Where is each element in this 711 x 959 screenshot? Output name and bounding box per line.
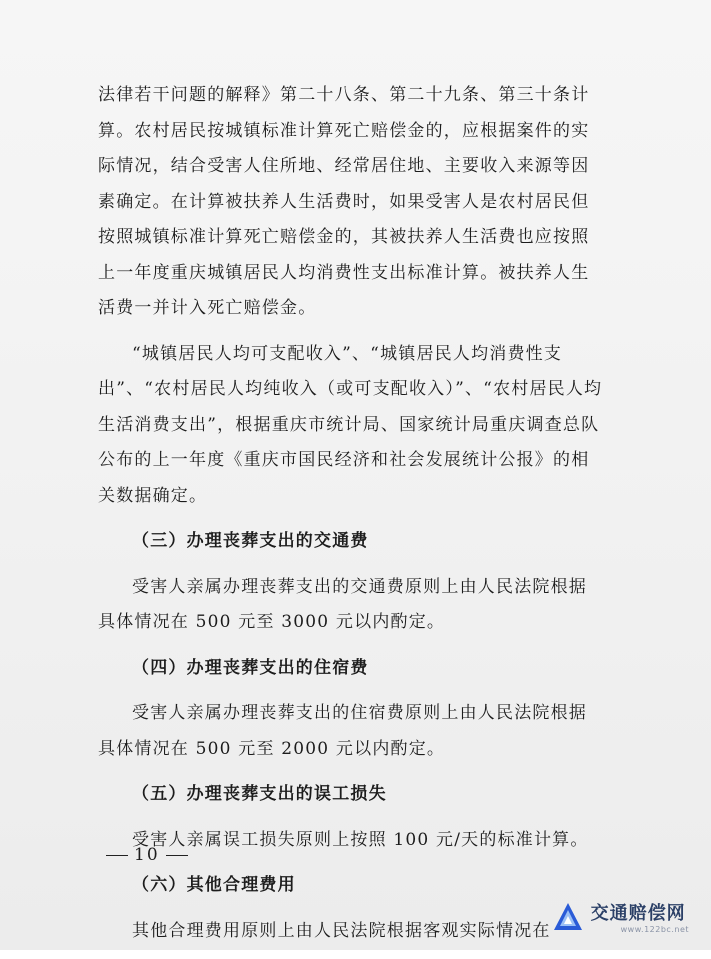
section-5-heading: （五）办理丧葬支出的误工损失 [132,784,387,804]
watermark-text [591,899,689,934]
page-dash-right [166,855,188,856]
page-dash-left [106,855,128,856]
paragraph-2: “城镇居民人均可支配收入”、“城镇居民人均消费性支出”、“农村居民人均纯收入（或可支配收入）”、“农村居民人均生活消费支出”，根据重庆市统计局、国家统计局重庆调查总队公布的上一年度《重庆市国民经济和社会发展统计公报》的相关数据确定。 [98,343,603,506]
triangle-logo-icon [551,900,585,934]
document-body [98,78,604,959]
watermark-url: www.122bc.net [620,925,689,934]
section-5-body: 受害人亲属误工损失原则上按照 100 元/天的标准计算。 [132,829,589,850]
section-4-body: 受害人亲属办理丧葬支出的住宿费原则上由人民法院根据具体情况在 500 元至 2000 元以内酌定。 [98,703,587,759]
page-number-value: 10 [134,845,160,865]
section-3-heading: （三）办理丧葬支出的交通费 [132,531,369,551]
watermark-title: 交通赔偿网 [590,903,686,924]
section-4-heading: （四）办理丧葬支出的住宿费 [132,657,369,678]
paragraph-1: 法律若干问题的解释》第二十八条、第二十九条、第三十条计算。农村居民按城镇标准计算死亡赔偿金的，应根据案件的实际情况，结合受害人住所地、经常居住地、主要收入来源等因素确定。在计算被扶养人生活费时，如果受害人是农村居民但按照城镇标准计算死亡赔偿金的，其被扶养人生活费也应按照上一年度重庆城镇居民人均消费性支出标准计算。被扶养人生活费一并计入死亡赔偿金。 [98,85,590,318]
section-6-heading: （六）其他合理费用 [132,875,296,895]
page-number [100,845,194,865]
section-6-body: 其他合理费用原则上由人民法院根据客观实际情况在 [132,920,551,941]
watermark [551,899,689,934]
section-3-body: 受害人亲属办理丧葬支出的交通费原则上由人民法院根据具体情况在 500 元至 3000 元以内酌定。 [98,576,587,632]
